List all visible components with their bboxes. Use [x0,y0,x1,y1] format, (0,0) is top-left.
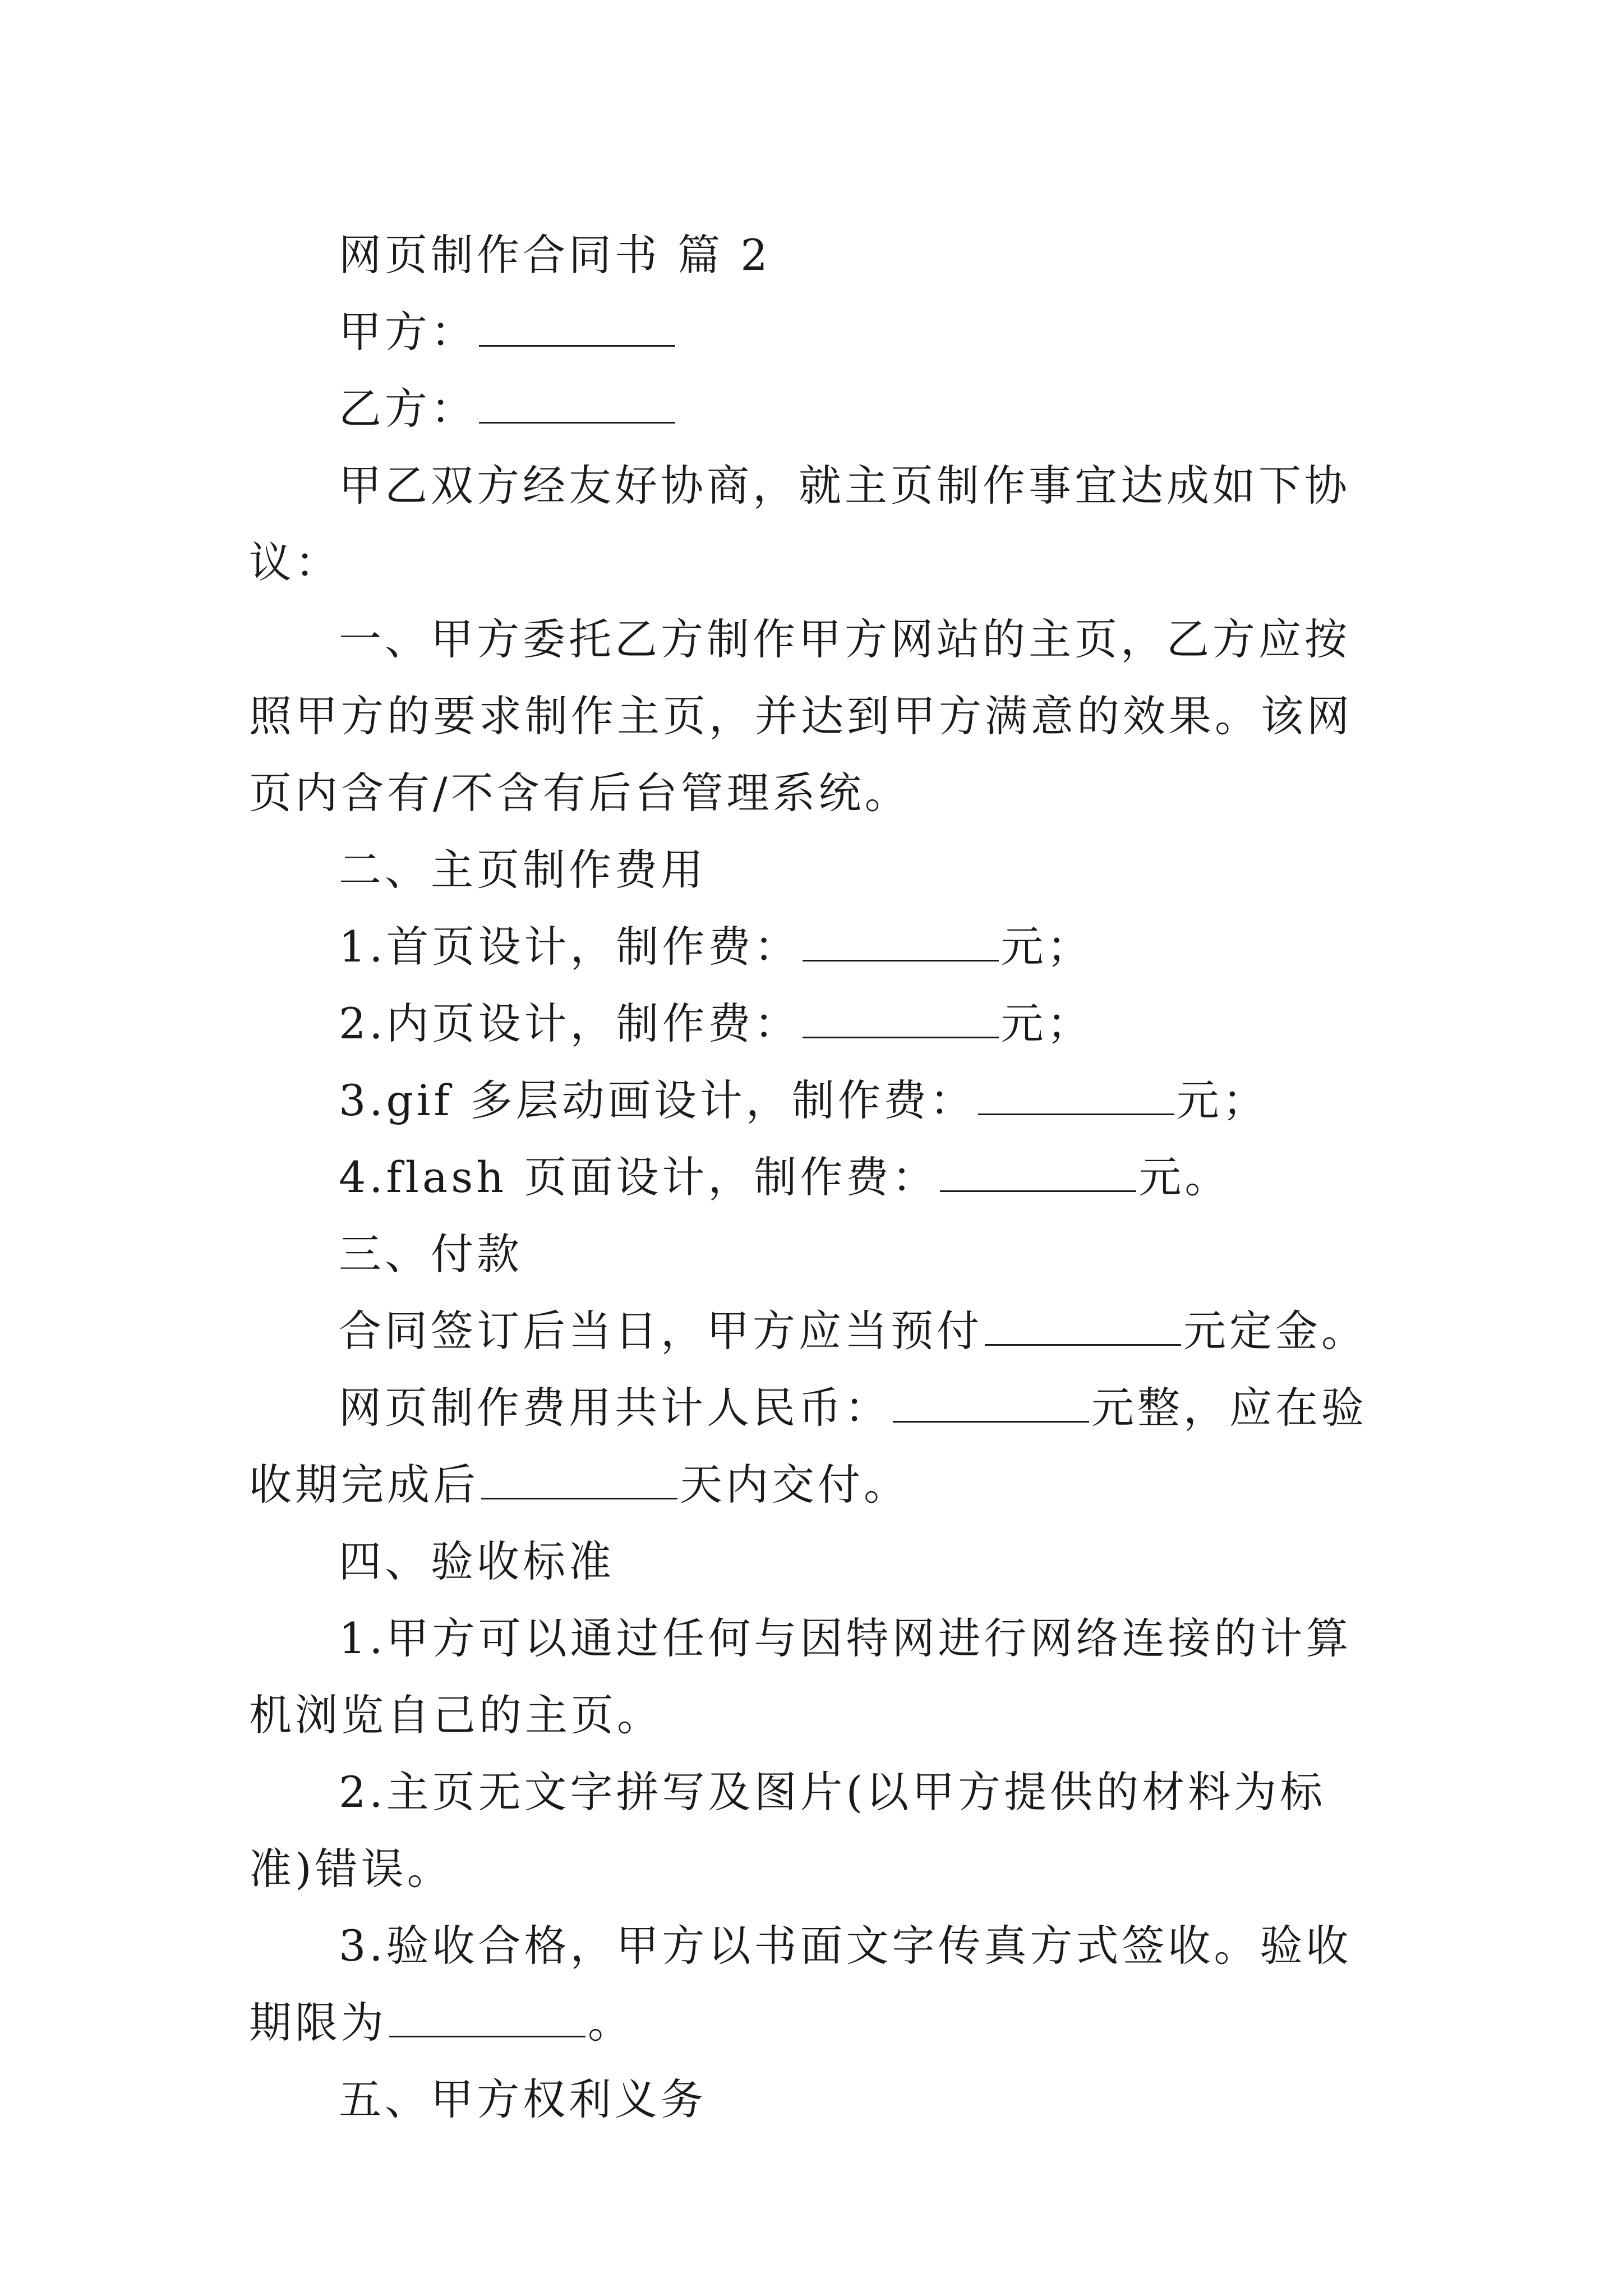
party-b-blank [479,421,675,424]
acceptance-item-2: 2.主页无文字拼写及图片(以甲方提供的材料为标准)错误。 [249,1767,1326,1894]
section-5-heading: 五、甲方权利义务 [339,2074,707,2124]
deposit-blank [985,1343,1181,1346]
section-2-heading: 二、主页制作费用 [339,845,707,895]
fee-4-blank [940,1190,1136,1192]
acceptance-item-3: 3.验收合格，甲方以书面文字传真方式签收。验收期限为 。 [249,1921,1352,2047]
contract-body [249,217,1376,2138]
acceptance-period-blank [389,2035,585,2037]
fee-item-3: 3.gif 多层动画设计，制作费： 元； [339,1075,1269,1125]
party-b-line: 乙方： [249,370,1376,447]
section-4-heading: 四、验收标准 [339,1536,615,1586]
payment-deposit: 合同签订后当日，甲方应当预付 元定金。 [339,1306,1367,1356]
party-a-blank [479,344,675,347]
intro-paragraph: 甲乙双方经友好协商，就主页制作事宜达成如下协议： [249,461,1350,587]
party-a-line: 甲方： [249,293,1376,370]
payment-total: 网页制作费用共计人民币： 元整，应在验收期完成后 天内交付。 [249,1383,1367,1510]
fee-item-1: 1.首页设计，制作费： 元； [339,922,1093,972]
fee-item-4: 4.flash 页面设计，制作费： 元。 [339,1152,1231,1202]
clause-1: 一、甲方委托乙方制作甲方网站的主页，乙方应按照甲方的要求制作主页，并达到甲方满意的效果。该网页内含有/不含有后台管理系统。 [249,614,1353,818]
payment-days-blank [481,1497,677,1499]
fee-2-blank [803,1036,999,1038]
contract-title: 网页制作合同书 篇 2 [339,230,771,280]
fee-1-blank [803,959,999,961]
acceptance-item-1: 1.甲方可以通过任何与因特网进行网络连接的计算机浏览自己的主页。 [249,1613,1352,1740]
section-3-heading: 三、付款 [339,1229,523,1279]
fee-item-2: 2.内页设计，制作费： 元； [339,999,1093,1048]
total-amount-blank [893,1420,1089,1423]
fee-3-blank [978,1113,1174,1115]
